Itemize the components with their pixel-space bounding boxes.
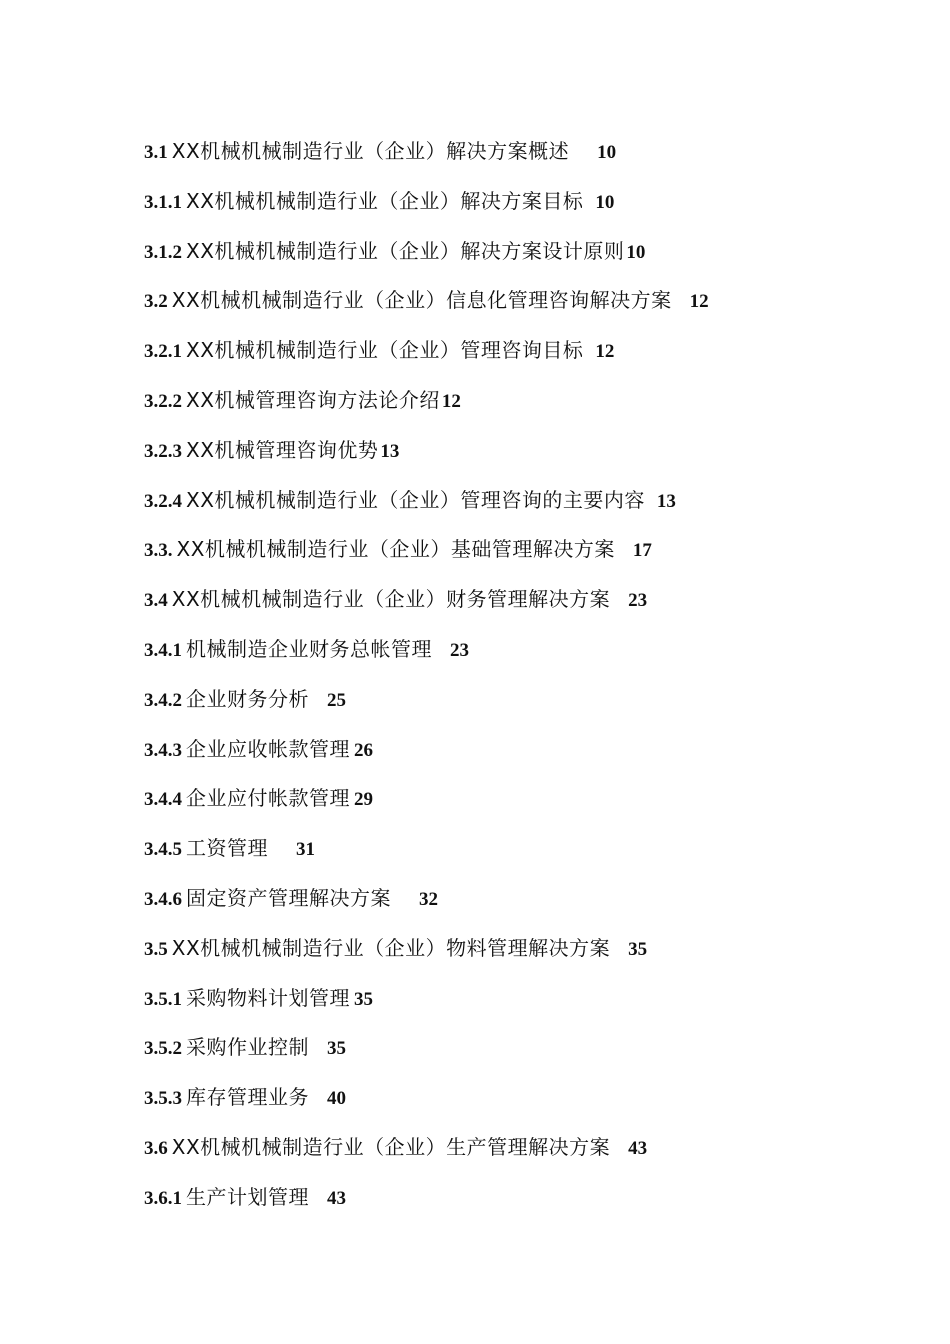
toc-entry-number: 3.5.3	[144, 1088, 182, 1110]
toc-entry[interactable]	[144, 931, 844, 981]
toc-entry[interactable]	[144, 582, 844, 632]
toc-entry[interactable]	[144, 1030, 844, 1080]
toc-entry-page-number: 13	[656, 490, 676, 512]
toc-entry[interactable]	[144, 433, 844, 483]
toc-entry-title: XX机械机械制造行业（企业）解决方案设计原则	[186, 238, 625, 263]
toc-entry-title: 采购作业控制	[186, 1035, 309, 1060]
toc-entry[interactable]	[144, 333, 844, 383]
toc-entry-number: 3.1.2	[144, 241, 182, 263]
toc-entry-page-number: 43	[327, 1187, 346, 1209]
toc-entry-page-number: 12	[441, 390, 461, 412]
toc-entry[interactable]	[144, 483, 844, 533]
toc-entry-title: XX机械机械制造行业（企业）解决方案目标	[186, 188, 584, 213]
toc-entry[interactable]	[144, 134, 844, 184]
toc-entry[interactable]	[144, 1080, 844, 1130]
toc-entry-title: 采购物料计划管理	[186, 985, 350, 1010]
toc-entry[interactable]	[144, 1180, 844, 1230]
toc-entry-number: 3.5	[144, 938, 168, 960]
toc-entry-number: 3.2.4	[144, 490, 182, 512]
toc-entry[interactable]	[144, 283, 844, 333]
toc-entry-number: 3.5.2	[144, 1038, 182, 1060]
toc-entry-title: 企业财务分析	[186, 686, 309, 711]
toc-entry-title: 固定资产管理解决方案	[186, 885, 391, 910]
toc-entry-number: 3.6	[144, 1137, 168, 1159]
toc-entry[interactable]	[144, 1130, 844, 1180]
toc-entry-number: 3.1.1	[144, 191, 182, 213]
toc-entry-title: XX机械机械制造行业（企业）解决方案概述	[171, 139, 570, 163]
toc-entry-number: 3.4.2	[144, 689, 182, 711]
toc-entry[interactable]	[144, 831, 844, 881]
toc-entry-title: XX机械机械制造行业（企业）信息化管理咨询解决方案	[171, 288, 672, 313]
toc-entry-page-number: 35	[327, 1038, 346, 1060]
toc-entry-number: 3.1	[144, 142, 168, 163]
toc-entry-page-number: 23	[628, 590, 648, 612]
toc-entry-number: 3.4.1	[144, 639, 182, 661]
toc-entry-title: 生产计划管理	[186, 1184, 309, 1209]
toc-entry-page-number: 43	[628, 1137, 648, 1159]
toc-entry-number: 3.5.1	[144, 988, 182, 1010]
toc-entry-number: 3.4.5	[144, 839, 182, 861]
toc-entry-page-number: 17	[632, 540, 652, 562]
toc-entry-number: 3.2.2	[144, 390, 182, 412]
toc-entry-page-number: 10	[626, 241, 646, 263]
toc-entry[interactable]	[144, 632, 844, 682]
toc-entry-number: 3.2.1	[144, 341, 182, 363]
toc-entry-page-number: 25	[327, 689, 346, 711]
toc-entry[interactable]	[144, 532, 844, 582]
toc-entry-page-number: 13	[380, 440, 400, 462]
toc-entry-page-number: 26	[354, 739, 373, 761]
toc-entry-page-number: 40	[327, 1088, 346, 1110]
toc-entry[interactable]	[144, 234, 844, 284]
toc-entry-title: 机械制造企业财务总帐管理	[186, 636, 432, 661]
toc-entry[interactable]	[144, 184, 844, 234]
toc-entry[interactable]	[144, 981, 844, 1031]
toc-entry-number: 3.3.	[144, 540, 173, 562]
toc-entry-number: 3.4.6	[144, 888, 182, 910]
toc-entry-title: XX机械机械制造行业（企业）管理咨询目标	[186, 338, 584, 363]
toc-entry-title: 工资管理	[186, 836, 268, 861]
toc-entry-title: XX机械机械制造行业（企业）财务管理解决方案	[171, 587, 611, 612]
toc-entry-number: 3.4.3	[144, 739, 182, 761]
toc-entry-number: 3.4	[144, 590, 168, 612]
toc-entry[interactable]	[144, 682, 844, 732]
toc-entry-title: XX机械机械制造行业（企业）生产管理解决方案	[171, 1134, 611, 1159]
toc-entry-page-number: 32	[419, 888, 438, 910]
toc-entry-number: 3.4.4	[144, 789, 182, 811]
toc-entry-title: XX机械机械制造行业（企业）基础管理解决方案	[176, 537, 615, 562]
toc-entry-page-number: 31	[296, 839, 315, 861]
toc-entry-page-number: 23	[450, 639, 469, 661]
table-of-contents	[144, 134, 844, 1230]
toc-entry-page-number: 12	[595, 341, 615, 363]
toc-entry-title: 库存管理业务	[186, 1085, 309, 1110]
toc-entry-title: XX机械管理咨询优势	[186, 437, 379, 462]
toc-entry[interactable]	[144, 781, 844, 831]
toc-entry-page-number: 10	[595, 191, 615, 213]
toc-entry-page-number: 12	[689, 291, 709, 313]
toc-entry-title: XX机械机械制造行业（企业）管理咨询的主要内容	[186, 487, 645, 512]
toc-entry[interactable]	[144, 383, 844, 433]
toc-entry-page-number: 29	[354, 789, 373, 811]
toc-entry-title: 企业应收帐款管理	[186, 736, 350, 761]
toc-entry-number: 3.2	[144, 291, 168, 313]
toc-entry-page-number: 35	[354, 988, 373, 1010]
toc-entry[interactable]	[144, 732, 844, 782]
toc-entry-page-number: 10	[597, 142, 617, 163]
toc-entry-title: 企业应付帐款管理	[186, 786, 350, 811]
toc-entry-title: XX机械机械制造行业（企业）物料管理解决方案	[171, 935, 611, 960]
toc-entry-number: 3.2.3	[144, 440, 182, 462]
toc-entry-number: 3.6.1	[144, 1187, 182, 1209]
toc-entry-page-number: 35	[628, 938, 648, 960]
toc-entry[interactable]	[144, 881, 844, 931]
toc-entry-title: XX机械管理咨询方法论介绍	[186, 387, 440, 412]
